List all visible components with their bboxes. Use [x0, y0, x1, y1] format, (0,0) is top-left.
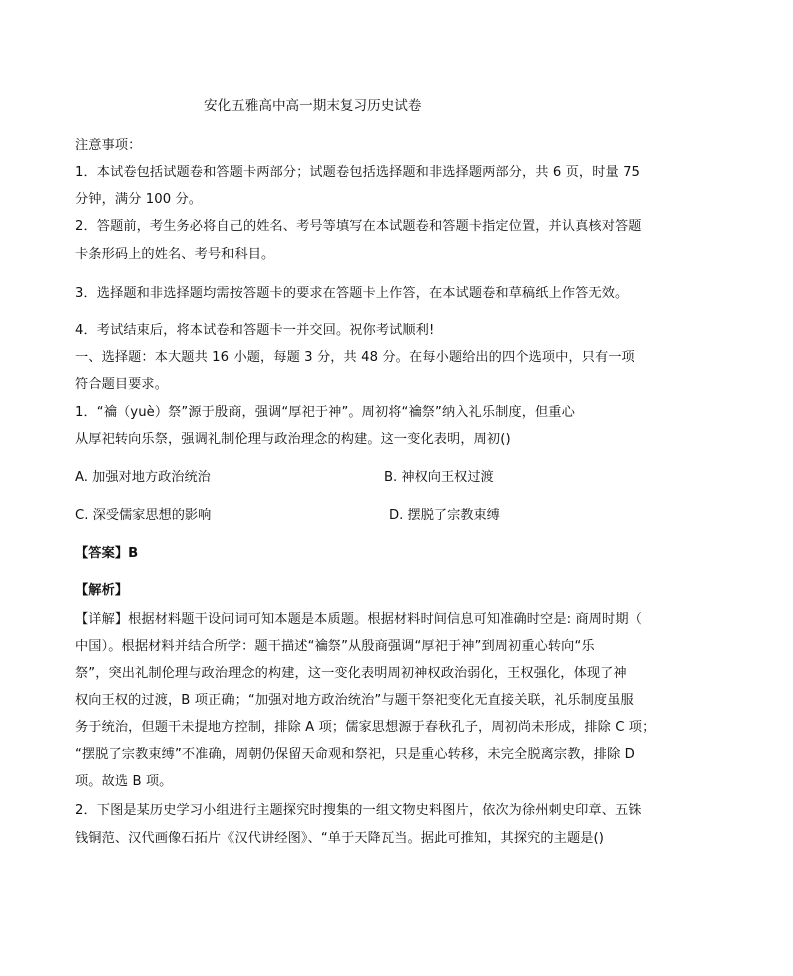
question-1-option-b: B. 神权向王权过渡	[384, 470, 494, 485]
analysis-line-4: 权向王权的过渡，B 项正确；“加强对地方政治统治”与题干祭祀变化无直接关联，礼乐制度虽服	[75, 693, 634, 708]
notice-item-1-line-2: 分钟，满分 100 分。	[75, 192, 203, 207]
section-instruction-line-2: 符合题目要求。	[75, 377, 169, 392]
notice-item-3: 3．选择题和非选择题均需按答题卡的要求在答题卡上作答，在本试题卷和草稿纸上作答无效。	[75, 286, 629, 301]
notice-item-2-line-1: 2．答题前，考生务必将自己的姓名、考号等填写在本试题卷和答题卡指定位置，并认真核对答题	[75, 219, 642, 234]
notice-item-4: 4．考试结束后，将本试卷和答题卡一并交回。祝你考试顺利!	[75, 323, 435, 338]
analysis-line-3: 祭”，突出礼制伦理与政治理念的构建，这一变化表明周初神权政治弱化，王权强化，体现了神	[75, 666, 627, 681]
analysis-line-5: 务于统治，但题干未提地方控制，排除 A 项；儒家思想源于春秋孔子，周初尚未形成，排除 C 项；	[75, 720, 656, 735]
question-1-stem-line-2: 从厚祀转向乐祭，强调礼制伦理与政治理念的构建。这一变化表明，周初()	[75, 432, 511, 447]
notice-item-1-line-1: 1．本试卷包括试题卷和答题卡两部分；试题卷包括选择题和非选择题两部分，共 6 页，时量 75	[75, 165, 641, 180]
question-1-option-d: D. 摆脱了宗教束缚	[389, 508, 500, 523]
analysis-line-7: 项。故选 B 项。	[75, 774, 173, 789]
question-2-stem-line-2: 钱铜范、汉代画像石拓片《汉代讲经图》、“单于天降瓦当。据此可推知，其探究的主题是()	[75, 831, 605, 846]
analysis-label: 【解析】	[75, 583, 129, 598]
answer-label: 【答案】B	[75, 546, 139, 561]
question-1-option-a: A. 加强对地方政治统治	[75, 470, 211, 485]
question-2-stem-line-1: 2．下图是某历史学习小组进行主题探究时搜集的一组文物史料图片，依次为徐州刺史印章、五铢	[75, 803, 642, 818]
document-title: 安化五雅高中高一期末复习历史试卷	[204, 98, 422, 114]
question-1-stem-line-1: 1．“禴（yuè）祭”源于殷商，强调“厚祀于神”。周初将“禴祭”纳入礼乐制度，但重心	[75, 405, 575, 420]
section-instruction-line-1: 一、选择题：本大题共 16 小题，每题 3 分，共 48 分。在每小题给出的四个选项中，只有一项	[75, 350, 635, 365]
analysis-line-1: 【详解】根据材料题干设问词可知本题是本质题。根据材料时间信息可知准确时空是: 商周时期（	[75, 612, 642, 627]
notice-heading: 注意事项：	[75, 138, 142, 153]
analysis-line-2: 中国）。根据材料并结合所学：题干描述“禴祭”从殷商强调“厚祀于神”到周初重心转向“乐	[75, 639, 595, 654]
notice-item-2-line-2: 卡条形码上的姓名、考号和科目。	[75, 247, 275, 262]
question-1-option-c: C. 深受儒家思想的影响	[75, 508, 212, 523]
analysis-line-6: “摆脱了宗教束缚”不准确，周朝仍保留天命观和祭祀，只是重心转移，未完全脱离宗教，排除 D	[75, 747, 635, 762]
